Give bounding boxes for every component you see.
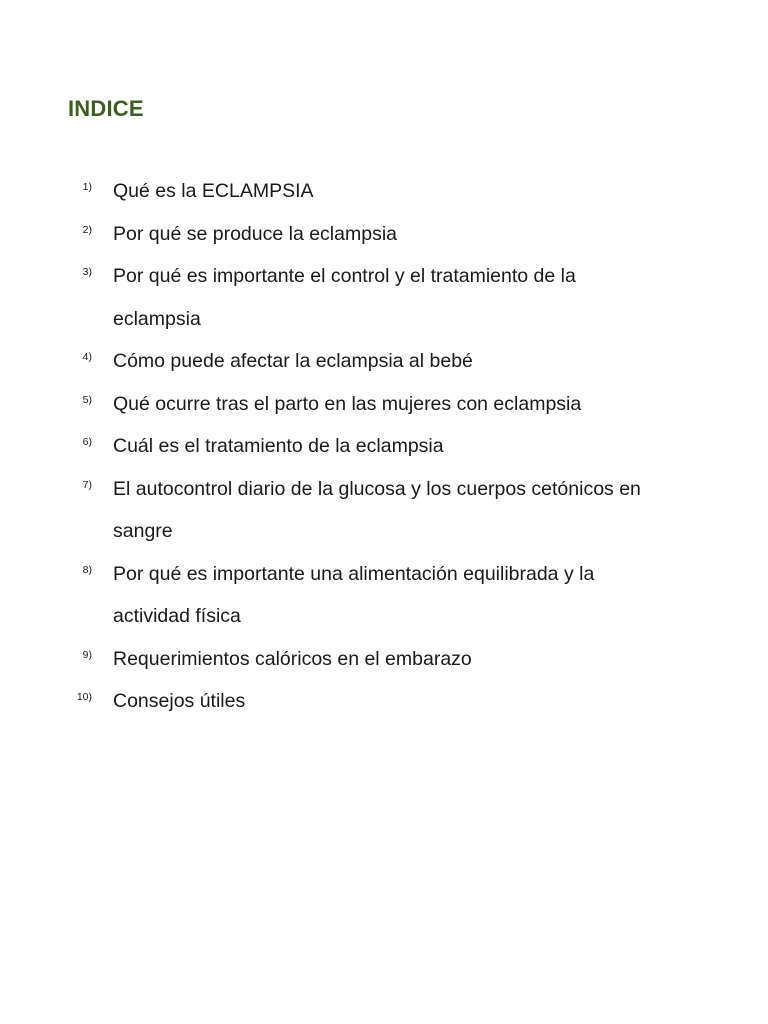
toc-item-text-continuation: actividad física: [113, 605, 241, 627]
toc-item-text: Por qué se produce la eclampsia: [113, 222, 397, 245]
toc-item-text: Qué ocurre tras el parto en las mujeres con eclampsia: [113, 392, 582, 415]
toc-item-text: Qué es la ECLAMPSIA: [113, 180, 314, 202]
toc-item-text: Cómo puede afectar la eclampsia al bebé: [113, 350, 473, 372]
toc-item-number: 4): [82, 351, 92, 363]
toc-item-text: Consejos útiles: [113, 690, 246, 712]
toc-item-number: 5): [82, 393, 92, 406]
toc-item-text: Requerimientos calóricos en el embarazo: [113, 647, 472, 670]
toc-item-2: [0, 213, 768, 256]
toc-item-number: 9): [82, 648, 92, 661]
toc-item-1: [0, 170, 768, 213]
toc-item-text-continuation: eclampsia: [113, 307, 201, 330]
toc-item-number: 8): [82, 563, 92, 576]
toc-item-text: Cuál es el tratamiento de la eclampsia: [113, 435, 444, 457]
toc-item-5: [0, 383, 768, 426]
toc-item-6: [0, 425, 768, 468]
toc-item-7: [0, 468, 768, 553]
toc-item-9: [0, 638, 768, 681]
toc-item-8: [0, 553, 768, 638]
toc-item-number: 2): [82, 223, 92, 236]
toc-item-10: [0, 680, 768, 723]
toc-item-3: [0, 255, 768, 340]
toc-item-text: Por qué es importante el control y el tratamiento de la: [113, 265, 576, 287]
toc-item-number: 1): [82, 181, 92, 193]
toc-item-text: El autocontrol diario de la glucosa y los cuerpos cetónicos en: [113, 477, 641, 500]
page-title: INDICE: [68, 96, 144, 121]
toc-item-number: 10): [76, 691, 92, 703]
toc-item-4: [0, 340, 768, 383]
toc-item-number: 3): [82, 266, 92, 278]
toc-item-text: Por qué es importante una alimentación equilibrada y la: [113, 562, 595, 585]
toc-item-text-continuation: sangre: [113, 520, 173, 542]
toc-item-number: 7): [82, 478, 92, 491]
table-of-contents: [0, 170, 768, 723]
toc-item-number: 6): [82, 436, 92, 448]
